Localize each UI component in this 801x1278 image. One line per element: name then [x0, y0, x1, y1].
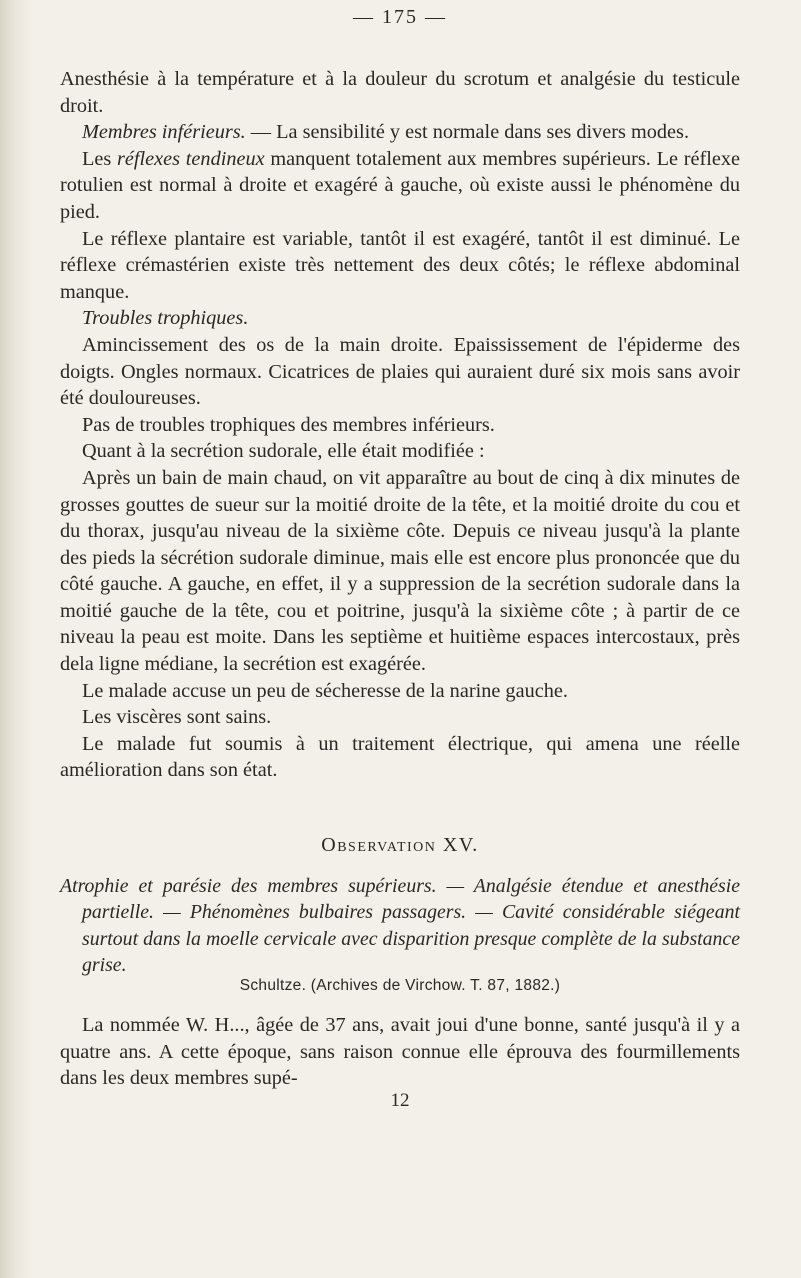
section-heading-inline: réflexes tendineux [117, 147, 265, 170]
paragraph-text: — La sensibilité y est normale dans ses divers modes. [245, 121, 690, 144]
paragraph [60, 412, 740, 439]
observation-title: Observation XV. [321, 834, 479, 856]
paragraph-text: Après un bain de main chaud, on vit apparaître au bout de cinq à dix minutes de grosses gouttes de sueur sur la moitié droite de la tête, et la moitié droite du cou et du thorax, jusqu'au niveau de la sixième côte. Depuis ce niveau jusqu'à la plante des pieds la sécrétion sudorale diminue, mais elle est encore plus prononcée que du côté gauche. A gauche, en effet, il y a suppression de la secrétion sudorale dans la moitié gauche de la tête, cou et poitrine, jusqu'à la sixième côte ; à partir de ce niveau la peau est moite. Dans les septième et huitième espaces intercostaux, près dela ligne médiane, la secrétion est exagérée. [60, 466, 740, 676]
paragraph-text: Les viscères sont sains. [82, 706, 272, 729]
paragraph-text: Amincissement des os de la main droite. Epaississement de l'épiderme des doigts. Ongles normaux. Cicatrices de plaies qui auraient duré six mois sans avoir été douloureuses. [60, 333, 740, 410]
final-paragraph [60, 1012, 740, 1092]
paragraph [60, 731, 740, 784]
paragraph [60, 305, 740, 332]
source-citation: Schultze. (Archives de Virchow. T. 87, 1882.) [239, 977, 561, 994]
section-heading-inline: Troubles trophiques. [82, 307, 249, 330]
paragraph [60, 465, 740, 678]
page-edge-shadow [0, 0, 32, 1278]
section-heading-inline: Membres inférieurs. [82, 121, 246, 144]
paragraph-text: Le réflexe plantaire est variable, tantôt il est exagéré, tantôt il est diminué. Le réflexe crémastérien existe très nettement des deux côtés; le réflexe abdominal manque. [60, 227, 740, 303]
paragraph [60, 332, 740, 412]
page-number-header: — 175 — [353, 6, 447, 28]
paragraph [60, 704, 740, 731]
paragraph-text: Les [82, 147, 118, 170]
paragraph-text: Pas de troubles trophiques des membres inférieurs. [82, 413, 495, 436]
paragraph-text: Le malade accuse un peu de sécheresse de la narine gauche. [82, 679, 568, 702]
paragraph [60, 678, 740, 705]
signature-mark: 12 [390, 1090, 410, 1111]
observation-summary [60, 873, 740, 979]
paragraph-text: La nommée W. H..., âgée de 37 ans, avait joui d'une bonne, santé jusqu'à il y a quatre ans. A cette époque, sans raison connue elle éprouva des fourmillements dans les deux membres supé- [60, 1014, 740, 1090]
paragraph-text: Le malade fut soumis à un traitement électrique, qui amena une réelle amélioration dans son état. [60, 732, 740, 782]
paragraph-text: Quant à la secrétion sudorale, elle était modifiée : [82, 440, 485, 463]
paragraph-text: manquent totalement aux membres supérieurs. Le réflexe rotulien est normal à droite et exagéré à gauche, où existe aussi le phénomène du pied. [60, 147, 740, 223]
paragraph [60, 146, 740, 226]
body-text [60, 66, 740, 784]
summary-text: Atrophie et parésie des membres supérieurs. — Analgésie étendue et anesthésie partielle. — Phénomènes bulbaires passagers. — Cavité considérable siégeant surtout dans la moelle cervicale avec disparition presque complète de la substance grise. [60, 875, 740, 977]
paragraph [60, 66, 740, 119]
paragraph [60, 119, 740, 146]
paragraph [60, 226, 740, 306]
paragraph-text: Anesthésie à la température et à la douleur du scrotum et analgésie du testicule droit. [60, 68, 740, 117]
paragraph [60, 438, 740, 465]
